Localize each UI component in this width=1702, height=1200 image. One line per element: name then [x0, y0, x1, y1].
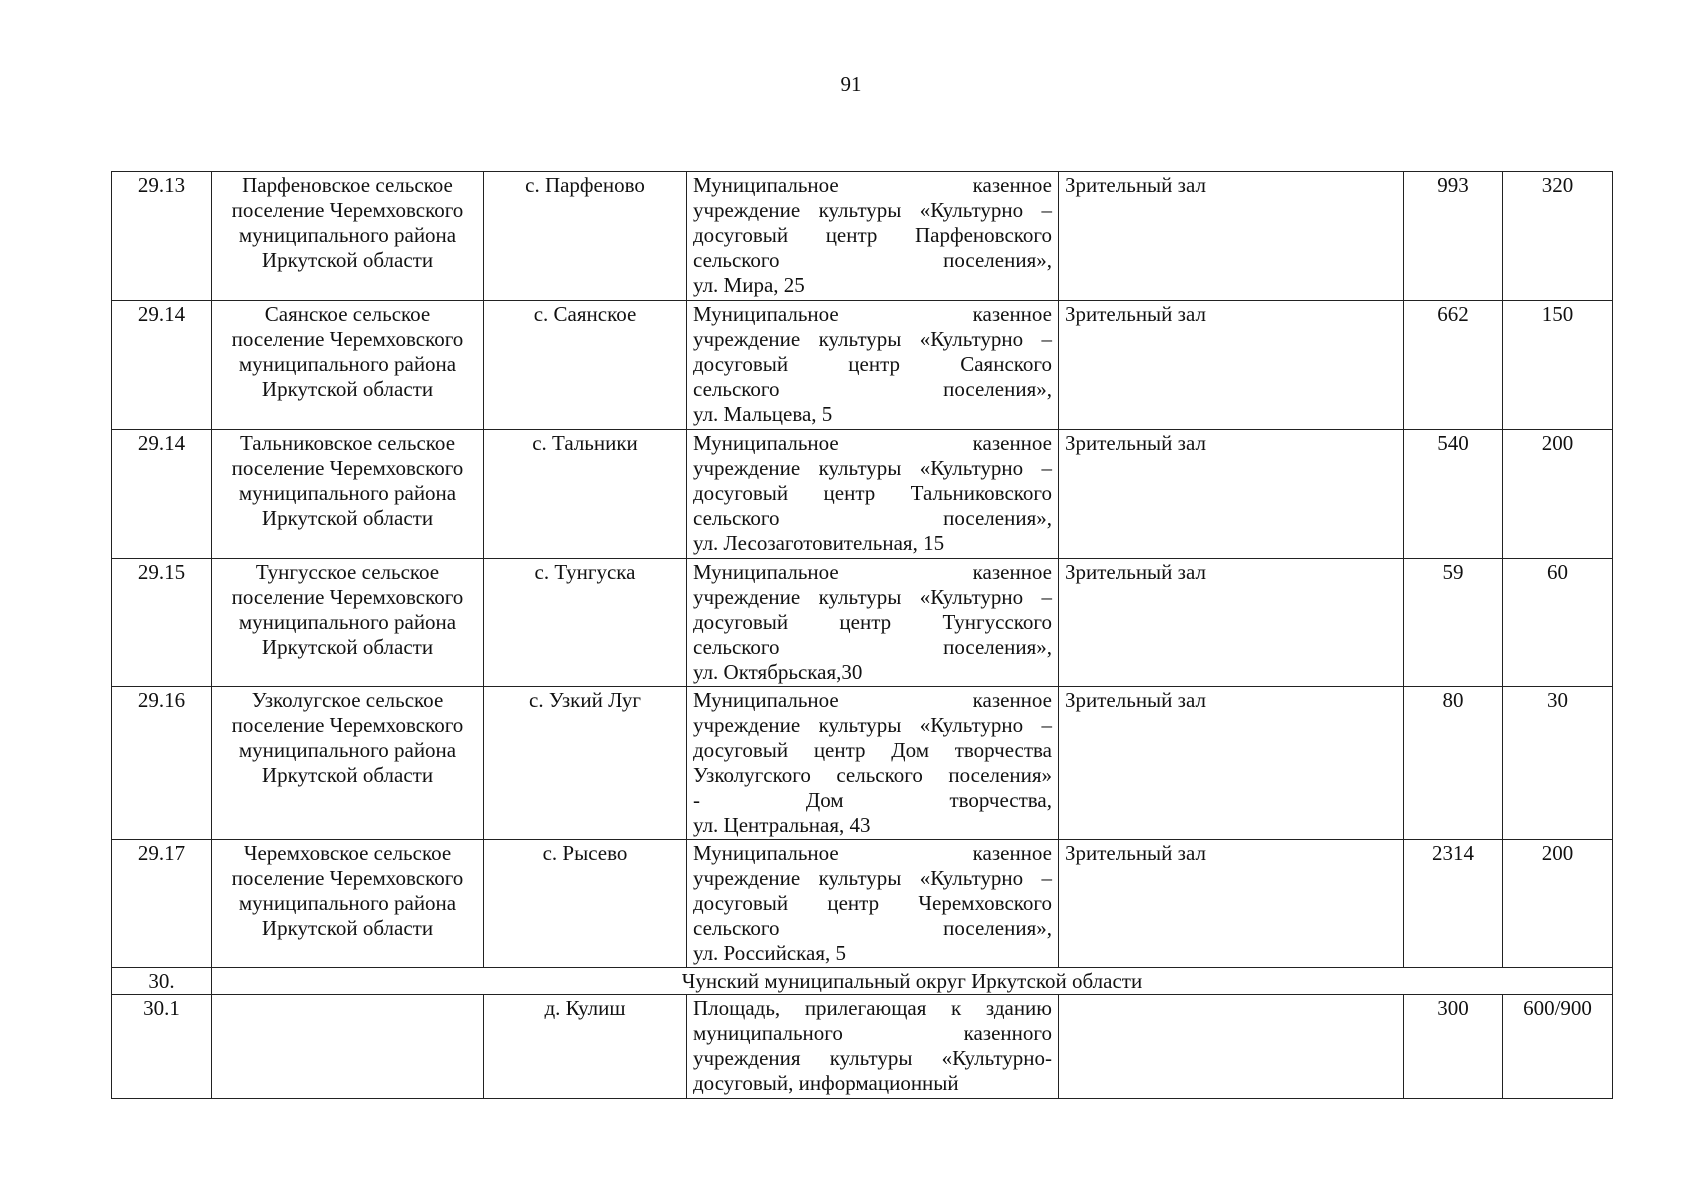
description-line: учреждение культуры «Культурно – — [693, 327, 1052, 351]
section-number: 30. — [112, 968, 212, 995]
value-a: 662 — [1404, 301, 1503, 430]
table-row — [112, 172, 1613, 301]
description-line: Муниципальное казенное — [693, 560, 1052, 584]
description-cell — [687, 687, 1059, 840]
table-body — [112, 172, 1613, 1099]
description-line: Муниципальное казенное — [693, 688, 1052, 712]
value-a: 993 — [1404, 172, 1503, 301]
description-line: ул. Октябрьская,30 — [693, 660, 863, 684]
row-number: 29.13 — [112, 172, 212, 301]
locality: д. Кулиш — [484, 995, 687, 1099]
description-line: - Дом творчества, — [693, 788, 1052, 812]
value-a: 540 — [1404, 430, 1503, 559]
description-line: Муниципальное казенное — [693, 173, 1052, 197]
table-row — [112, 430, 1613, 559]
settlement-name: Тунгусское сельское поселение Черемховского муниципального района Иркутской области — [212, 559, 484, 687]
value-b: 600/900 — [1503, 995, 1613, 1099]
description-line: сельского поселения», — [693, 916, 1052, 940]
description-cell — [687, 559, 1059, 687]
settlement-name: Черемховское сельское поселение Черемховского муниципального района Иркутской области — [212, 840, 484, 968]
description-line: Муниципальное казенное — [693, 431, 1052, 455]
row-number: 29.14 — [112, 430, 212, 559]
settlement-name: Парфеновское сельское поселение Черемховского муниципального района Иркутской области — [212, 172, 484, 301]
page-number: 91 — [840, 72, 862, 96]
description-cell — [687, 301, 1059, 430]
description-line: учреждения культуры «Культурно- — [693, 1046, 1052, 1070]
value-a: 80 — [1404, 687, 1503, 840]
description-cell — [687, 430, 1059, 559]
description-line: досуговый центр Парфеновского — [693, 223, 1052, 247]
description-line: досуговый центр Тальниковского — [693, 481, 1052, 505]
row-number: 29.16 — [112, 687, 212, 840]
value-b: 200 — [1503, 840, 1613, 968]
venue-type: Зрительный зал — [1059, 687, 1404, 840]
description-line: Площадь, прилегающая к зданию — [693, 996, 1052, 1020]
description-line: учреждение культуры «Культурно – — [693, 713, 1052, 737]
table-row — [112, 559, 1613, 687]
description-line: учреждение культуры «Культурно – — [693, 866, 1052, 890]
description-line: сельского поселения», — [693, 377, 1052, 401]
section-title: Чунский муниципальный округ Иркутской области — [212, 968, 1613, 995]
settlement-name: Узколугское сельское поселение Черемховского муниципального района Иркутской области — [212, 687, 484, 840]
description-cell — [687, 172, 1059, 301]
description-line: муниципального казенного — [693, 1021, 1052, 1045]
venue-type: Зрительный зал — [1059, 301, 1404, 430]
description-line: учреждение культуры «Культурно – — [693, 198, 1052, 222]
description-line: учреждение культуры «Культурно – — [693, 585, 1052, 609]
row-number: 29.17 — [112, 840, 212, 968]
value-b: 200 — [1503, 430, 1613, 559]
description-line: ул. Российская, 5 — [693, 941, 847, 965]
locality: с. Саянское — [484, 301, 687, 430]
venue-type — [1059, 995, 1404, 1099]
venues-table — [111, 171, 1613, 1099]
description-line: досуговый центр Саянского — [693, 352, 1052, 376]
description-cell — [687, 995, 1059, 1099]
section-row — [112, 968, 1613, 995]
value-b: 320 — [1503, 172, 1613, 301]
description-cell — [687, 840, 1059, 968]
description-line: ул. Мальцева, 5 — [693, 402, 833, 426]
locality: с. Парфеново — [484, 172, 687, 301]
settlement-name: Саянское сельское поселение Черемховского муниципального района Иркутской области — [212, 301, 484, 430]
value-b: 30 — [1503, 687, 1613, 840]
description-line: сельского поселения», — [693, 506, 1052, 530]
table-row — [112, 840, 1613, 968]
value-a: 59 — [1404, 559, 1503, 687]
description-line: Узколугского сельского поселения» — [693, 763, 1052, 787]
value-a: 2314 — [1404, 840, 1503, 968]
description-line: Муниципальное казенное — [693, 302, 1052, 326]
description-line: учреждение культуры «Культурно – — [693, 456, 1052, 480]
venue-type: Зрительный зал — [1059, 430, 1404, 559]
value-b: 150 — [1503, 301, 1613, 430]
row-number: 29.14 — [112, 301, 212, 430]
description-line: ул. Центральная, 43 — [693, 813, 871, 837]
description-line: досуговый центр Тунгусского — [693, 610, 1052, 634]
locality: с. Тальники — [484, 430, 687, 559]
settlement-name — [212, 995, 484, 1099]
locality: с. Рысево — [484, 840, 687, 968]
description-line: сельского поселения», — [693, 248, 1052, 272]
settlement-name: Тальниковское сельское поселение Черемховского муниципального района Иркутской области — [212, 430, 484, 559]
venue-type: Зрительный зал — [1059, 559, 1404, 687]
description-line: Муниципальное казенное — [693, 841, 1052, 865]
description-line: ул. Мира, 25 — [693, 273, 805, 297]
description-line: досуговый центр Дом творчества — [693, 738, 1052, 762]
table-row — [112, 687, 1613, 840]
table-row — [112, 301, 1613, 430]
table-row — [112, 995, 1613, 1099]
description-line: сельского поселения», — [693, 635, 1052, 659]
description-line: ул. Лесозаготовительная, 15 — [693, 531, 945, 555]
description-line: досуговый центр Черемховского — [693, 891, 1052, 915]
venue-type: Зрительный зал — [1059, 172, 1404, 301]
description-line: досуговый, информационный — [693, 1071, 959, 1095]
locality: с. Тунгуска — [484, 559, 687, 687]
value-a: 300 — [1404, 995, 1503, 1099]
venue-type: Зрительный зал — [1059, 840, 1404, 968]
locality: с. Узкий Луг — [484, 687, 687, 840]
row-number: 29.15 — [112, 559, 212, 687]
row-number: 30.1 — [112, 995, 212, 1099]
value-b: 60 — [1503, 559, 1613, 687]
